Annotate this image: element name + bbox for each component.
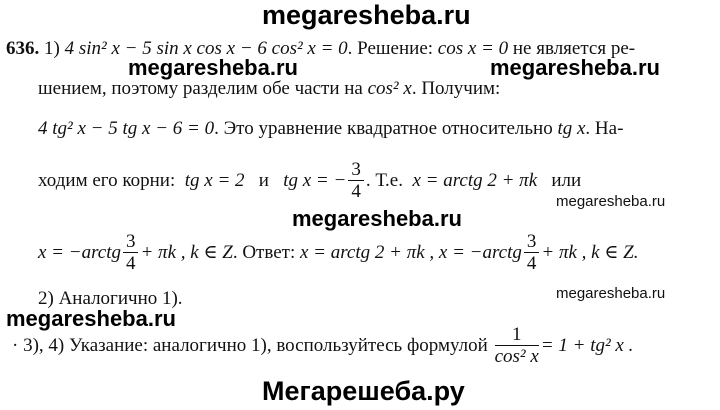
part-label-1: 1) [44,38,60,59]
formula-tail: = 1 + tg² x . [540,334,634,356]
quadratic-equation: 4 tg² x − 5 tg x − 6 = 0 [38,118,215,139]
problem-line-4 [38,160,581,203]
fraction-denominator: cos² x [494,346,539,367]
root-2: tg x = − [283,169,347,191]
line3-text: . Это уравнение квадратное относительно [214,118,553,139]
fraction-numerator: 3 [123,232,139,253]
main-equation: 4 sin² x − 5 sin x cos x − 6 cos² x = 0 [64,38,348,59]
part-2-text: 2) Аналогично 1). [38,288,183,309]
and-word: и [258,169,269,191]
watermark-mid-2: megaresheba.ru [490,55,660,80]
watermark-mid-4: megaresheba.ru [6,306,176,331]
fraction-1-cos2x [495,325,539,368]
te-label: . Т.е. [365,169,403,191]
watermark-small-2: megaresheba.ru [556,285,666,302]
solution-label: . Решение: [347,38,434,59]
fraction-denominator: 4 [125,253,136,274]
line2-expr: cos² x [367,78,412,99]
or-word: или [551,169,582,191]
fraction-3-4-a [348,160,364,203]
problem-line-2 [38,78,500,100]
line3-var: tg x [557,118,586,139]
problem-line-7 [12,325,633,368]
problem-line-3 [38,118,623,140]
watermark-mid-1: megaresheba.ru [128,55,298,80]
bullet: · [12,334,19,356]
answer-label: . Ответ: [232,241,296,263]
fraction-numerator: 3 [524,232,540,253]
fraction-3-4-c [524,232,540,275]
line2-text: шением, поэтому разделим обе части на [38,78,363,99]
fraction-3-4-b [123,232,139,275]
watermark-mid-3: megaresheba.ru [292,206,462,231]
watermark-small-1: megaresheba.ru [556,193,666,210]
fraction-denominator: 4 [351,181,361,202]
watermark-bottom: Мегарешеба.ру [262,376,465,406]
answer-end: + πk , k ∈ Z. [541,241,639,263]
fraction-numerator: 3 [348,160,364,181]
solution-2-end: + πk , k ∈ Z [140,241,233,263]
line2-tail: . Получим: [411,78,501,99]
line4-text: ходим его корни: [38,169,176,191]
fraction-denominator: 4 [526,253,537,274]
watermark-top: megaresheba.ru [262,0,471,30]
line3-tail: . На- [585,118,624,139]
solution-2-start: x = −arctg [38,241,121,263]
line1-tail: не является ре- [512,38,636,59]
root-1: tg x = 2 [184,169,245,191]
cos-condition: cos x = 0 [437,38,509,59]
problem-line-5 [38,232,638,275]
answer-start: x = arctg 2 + πk , x = −arctg [299,241,522,263]
fraction-numerator: 1 [495,325,539,346]
part-3-4-text: 3), 4) Указание: аналогично 1), воспользуйтесь формулой [23,334,488,356]
problem-number: 636. [6,38,40,59]
solution-1: x = arctg 2 + πk [412,169,538,191]
